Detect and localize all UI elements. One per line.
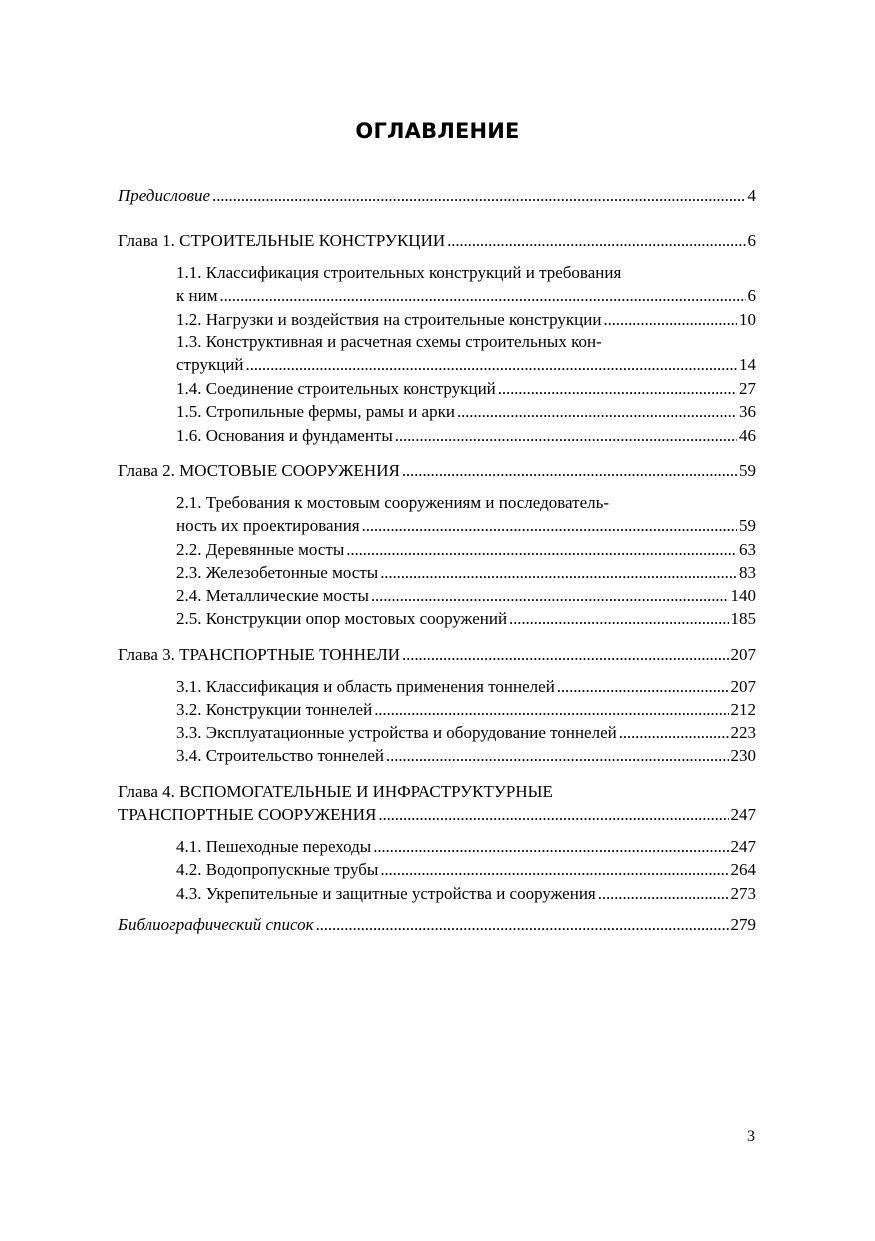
dot-leader — [386, 746, 728, 766]
toc-entry-3-2[interactable] — [176, 700, 756, 720]
toc-page: 4 — [747, 186, 756, 205]
toc-page: 63 — [739, 540, 756, 559]
toc-entry-1-2[interactable] — [176, 310, 756, 330]
toc-page: 14 — [739, 355, 756, 374]
toc-entry-1-4[interactable] — [176, 379, 756, 399]
page-title: ОГЛАВЛЕНИЕ — [355, 119, 520, 143]
toc-entry-2-1[interactable] — [176, 493, 756, 536]
toc-label: 4.3. Укрепительные и защитные устройства и сооружения — [176, 884, 596, 903]
toc-entry-1-5[interactable] — [176, 402, 756, 422]
toc-label: 1.2. Нагрузки и воздействия на строительные конструкции — [176, 310, 602, 329]
toc-label: Глава 2. МОСТОВЫЕ СООРУЖЕНИЯ — [118, 461, 400, 480]
toc-entry-chapter-3[interactable] — [118, 645, 756, 665]
toc-page: 223 — [730, 723, 756, 742]
toc-entry-chapter-1[interactable] — [118, 231, 756, 251]
toc-entry-bibliography[interactable] — [118, 915, 756, 935]
toc-label-line2: ТРАНСПОРТНЫЕ СООРУЖЕНИЯ — [118, 805, 377, 824]
toc-label: 4.1. Пешеходные переходы — [176, 837, 372, 856]
toc-page: 279 — [730, 915, 756, 934]
toc-label: Глава 3. ТРАНСПОРТНЫЕ ТОННЕЛИ — [118, 645, 401, 664]
toc-label: 4.2. Водопропускные трубы — [176, 860, 379, 879]
dot-leader — [598, 884, 729, 904]
toc-label: 1.6. Основания и фундаменты — [176, 426, 393, 445]
toc-label: 3.4. Строительство тоннелей — [176, 746, 385, 765]
toc-page: 212 — [730, 700, 756, 719]
toc-page: 46 — [739, 426, 756, 445]
toc-page: 10 — [739, 310, 756, 329]
dot-leader — [374, 700, 728, 720]
dot-leader — [447, 231, 745, 251]
toc-page: 6 — [747, 286, 756, 305]
dot-leader — [212, 186, 745, 206]
toc-label: Глава 1. СТРОИТЕЛЬНЫЕ КОНСТРУКЦИИ — [118, 231, 446, 250]
dot-leader — [557, 677, 729, 697]
toc-entry-4-3[interactable] — [176, 884, 756, 904]
toc-page: 207 — [730, 645, 756, 664]
toc-page: 27 — [739, 379, 756, 398]
dot-leader — [378, 805, 728, 825]
toc-page: 185 — [730, 609, 756, 628]
toc-entry-3-4[interactable] — [176, 746, 756, 766]
toc-page: 140 — [730, 586, 756, 605]
dot-leader — [380, 860, 728, 880]
dot-leader — [362, 516, 737, 536]
toc-label-line1: Глава 4. ВСПОМОГАТЕЛЬНЫЕ И ИНФРАСТРУКТУРНЫЕ — [118, 782, 553, 801]
dot-leader — [346, 540, 737, 560]
dot-leader — [402, 645, 728, 665]
toc-label-line2: ность их проектирования — [176, 516, 360, 535]
toc-entry-chapter-2[interactable] — [118, 461, 756, 481]
toc-entry-2-5[interactable] — [176, 609, 756, 629]
toc-page: 59 — [739, 461, 756, 480]
dot-leader — [371, 586, 729, 606]
toc-page: 273 — [730, 884, 756, 903]
toc-label: 2.4. Металлические мосты — [176, 586, 369, 605]
toc-label: 1.4. Соединение строительных конструкций — [176, 379, 496, 398]
toc-entry-1-1[interactable] — [176, 263, 756, 306]
page-number: 3 — [747, 1128, 755, 1145]
toc-entry-2-2[interactable] — [176, 540, 756, 560]
toc-page: 83 — [739, 563, 756, 582]
toc-label-line1: 1.1. Классификация строительных конструкций и требования — [176, 263, 622, 282]
toc-label: Предисловие — [118, 186, 211, 205]
toc-label-line2: к ним — [176, 286, 218, 305]
dot-leader — [509, 609, 728, 629]
toc-label-line2: струкций — [176, 355, 244, 374]
toc-label: 2.5. Конструкции опор мостовых сооружений — [176, 609, 508, 628]
toc-entry-4-1[interactable] — [176, 837, 756, 857]
toc-entry-preface[interactable] — [118, 186, 756, 206]
dot-leader — [380, 563, 737, 583]
toc-page: 247 — [730, 837, 756, 856]
dot-leader — [619, 723, 729, 743]
toc-entry-3-1[interactable] — [176, 677, 756, 697]
dot-leader — [246, 355, 737, 375]
toc-label: 2.3. Железобетонные мосты — [176, 563, 379, 582]
toc-page: 59 — [739, 516, 756, 535]
dot-leader — [395, 426, 737, 446]
dot-leader — [219, 286, 745, 306]
toc-entry-3-3[interactable] — [176, 723, 756, 743]
toc-entry-1-6[interactable] — [176, 426, 756, 446]
toc-page: 6 — [747, 231, 756, 250]
toc-page: 36 — [739, 402, 756, 421]
dot-leader — [498, 379, 737, 399]
dot-leader — [402, 461, 737, 481]
toc-entry-2-3[interactable] — [176, 563, 756, 583]
dot-leader — [603, 310, 737, 330]
toc-page: 207 — [730, 677, 756, 696]
dot-leader — [316, 915, 729, 935]
toc-entry-chapter-4[interactable] — [118, 782, 756, 825]
dot-leader — [457, 402, 737, 422]
toc-page: 230 — [730, 746, 756, 765]
toc-label-line1: 2.1. Требования к мостовым сооружениям и последователь- — [176, 493, 610, 512]
toc-label: 3.1. Классификация и область применения тоннелей — [176, 677, 555, 696]
toc-entry-1-3[interactable] — [176, 332, 756, 375]
toc-entry-2-4[interactable] — [176, 586, 756, 606]
toc-label: 3.3. Эксплуатационные устройства и оборудование тоннелей — [176, 723, 617, 742]
toc-label-line1: 1.3. Конструктивная и расчетная схемы строительных кон- — [176, 332, 602, 351]
toc-entry-4-2[interactable] — [176, 860, 756, 880]
toc-page: 247 — [730, 805, 756, 824]
dot-leader — [373, 837, 728, 857]
toc-label: Библиографический список — [118, 915, 314, 934]
toc-label: 1.5. Стропильные фермы, рамы и арки — [176, 402, 455, 421]
toc-label: 3.2. Конструкции тоннелей — [176, 700, 373, 719]
toc-label: 2.2. Деревянные мосты — [176, 540, 345, 559]
toc-page: 264 — [730, 860, 756, 879]
